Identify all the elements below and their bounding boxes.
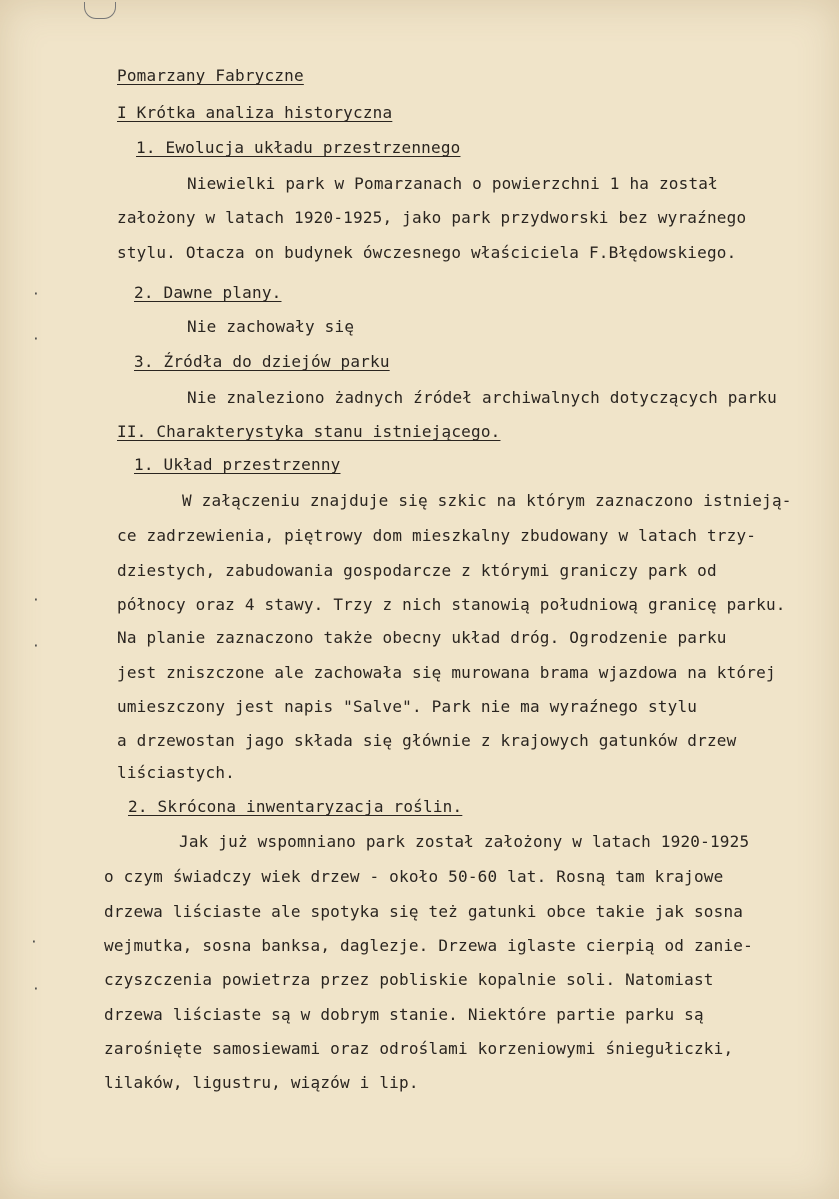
margin-mark: · — [32, 593, 40, 608]
paragraph-line: jest zniszczone ale zachowała się murowana brama wjazdowa na której — [117, 663, 776, 682]
paragraph-line: W załączeniu znajduje się szkic na którym zaznaczono istnieją- — [182, 491, 792, 510]
paragraph-line: zarośnięte samosiewami oraz odroślami korzeniowymi śniegułiczki, — [104, 1039, 734, 1058]
section-heading: I Krótka analiza historyczna — [117, 103, 393, 122]
document-title: Pomarzany Fabryczne — [117, 66, 304, 85]
paragraph-line: północy oraz 4 stawy. Trzy z nich stanowią południową granicę parku. — [117, 595, 786, 614]
paragraph-line: Nie zachowały się — [187, 317, 355, 336]
margin-mark: · — [30, 935, 38, 950]
subsection-heading: 2. Skrócona inwentaryzacja roślin. — [128, 797, 463, 816]
paragraph-line: drzewa liściaste są w dobrym stanie. Niektóre partie parku są — [104, 1005, 704, 1024]
paragraph-line: liściastych. — [117, 763, 235, 782]
paragraph-line: Niewielki park w Pomarzanach o powierzchni 1 ha został — [187, 174, 718, 193]
subsection-heading: 1. Ewolucja układu przestrzennego — [136, 138, 461, 157]
paragraph-line: drzewa liściaste ale spotyka się też gatunki obce takie jak sosna — [104, 902, 744, 921]
paragraph-line: ce zadrzewienia, piętrowy dom mieszkalny zbudowany w latach trzy- — [117, 526, 757, 545]
hole-punch-mark — [84, 2, 116, 19]
margin-mark: · — [32, 982, 40, 997]
paragraph-line: czyszczenia powietrza przez pobliskie kopalnie soli. Natomiast — [104, 970, 714, 989]
margin-mark: · — [32, 639, 40, 654]
paragraph-line: Nie znaleziono żadnych źródeł archiwalnych dotyczących parku — [187, 388, 777, 407]
subsection-heading: 1. Układ przestrzenny — [134, 455, 341, 474]
margin-mark: · — [32, 287, 40, 302]
paragraph-line: Na planie zaznaczono także obecny układ dróg. Ogrodzenie parku — [117, 628, 727, 647]
section-heading: II. Charakterystyka stanu istniejącego. — [117, 422, 501, 441]
paragraph-line: umieszczony jest napis "Salve". Park nie ma wyraźnego stylu — [117, 697, 698, 716]
paragraph-line: założony w latach 1920-1925, jako park przydworski bez wyraźnego — [117, 208, 747, 227]
subsection-heading: 3. Źródła do dziejów parku — [134, 352, 390, 371]
paragraph-line: stylu. Otacza on budynek ówczesnego właściciela F.Błędowskiego. — [117, 243, 737, 262]
paragraph-line: lilaków, ligustru, wiązów i lip. — [104, 1073, 419, 1092]
paragraph-line: Jak już wspomniano park został założony w latach 1920-1925 — [179, 832, 750, 851]
paragraph-line: o czym świadczy wiek drzew - około 50-60 lat. Rosną tam krajowe — [104, 867, 724, 886]
paragraph-line: dziestych, zabudowania gospodarcze z którymi graniczy park od — [117, 561, 717, 580]
subsection-heading: 2. Dawne plany. — [134, 283, 282, 302]
paragraph-line: wejmutka, sosna banksa, daglezje. Drzewa iglaste cierpią od zanie- — [104, 936, 753, 955]
margin-mark: · — [32, 332, 40, 347]
paragraph-line: a drzewostan jago składa się głównie z krajowych gatunków drzew — [117, 731, 737, 750]
